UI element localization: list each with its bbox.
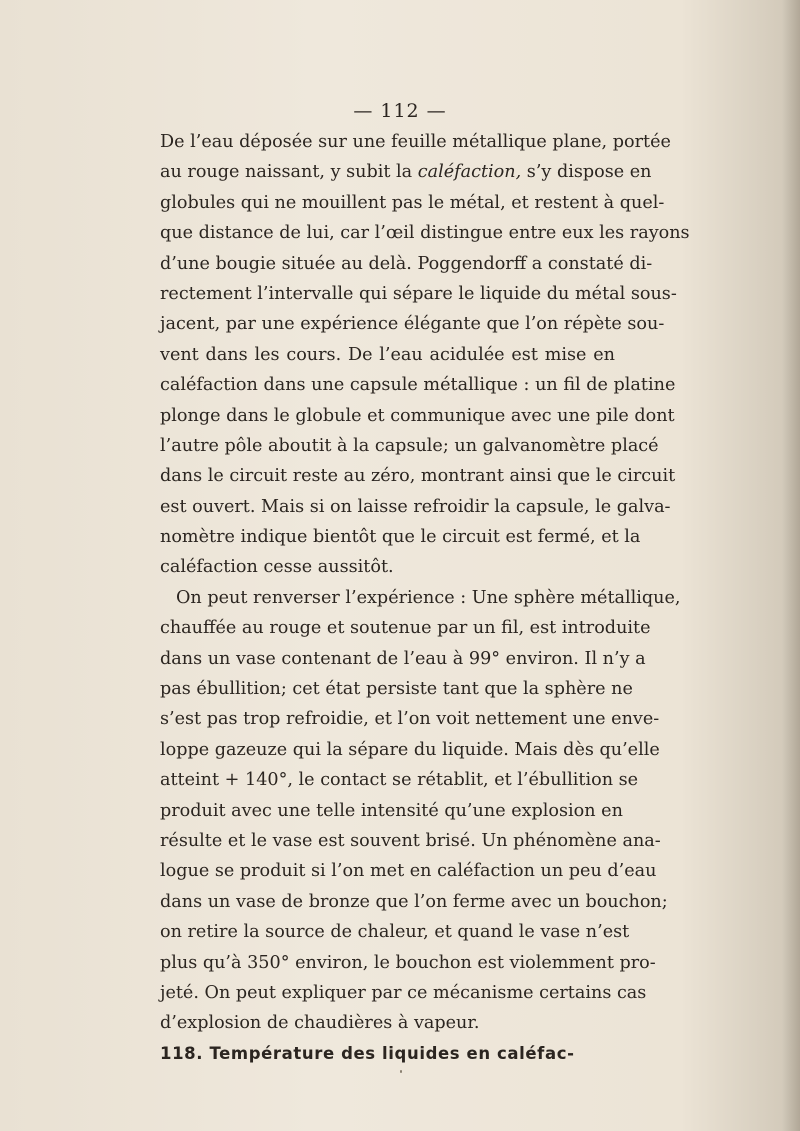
text-line: atteint + 140°, le contact se rétablit, et l’ébullition se: [160, 770, 639, 791]
text-line: dans un vase de bronze que l’on ferme avec un bouchon;: [160, 891, 668, 912]
text-line: que distance de lui, car l’œil distingue entre eux les rayons: [160, 223, 690, 244]
text-line: nomètre indique bientôt que le circuit est fermé, et la: [160, 527, 641, 548]
text-segment: au rouge naissant, y subit la: [160, 162, 413, 183]
text-line: dans un vase contenant de l’eau à 99° environ. Il n’y a: [160, 648, 646, 669]
page-number: — 112 —: [353, 100, 447, 122]
text-line: plonge dans le globule et communique avec une pile dont: [160, 405, 675, 426]
text-line: vent dans les cours. De l’eau acidulée est mise en: [160, 344, 615, 365]
page-edge-shadow: [782, 0, 800, 1131]
text-line: s’est pas trop refroidie, et l’on voit nettement une enve-: [160, 709, 660, 730]
text-line: d’explosion de chaudières à vapeur.: [160, 1013, 480, 1034]
text-line: globules qui ne mouillent pas le métal, et restent à quel-: [160, 192, 665, 213]
text-line: caléfaction dans une capsule métallique : un fil de platine: [160, 375, 676, 396]
text-line: On peut renverser l’expérience : Une sphère métallique,: [176, 587, 681, 608]
body-text: [160, 127, 690, 1069]
text-segment: s’y dispose en: [526, 162, 652, 183]
text-line: logue se produit si l’on met en caléfaction un peu d’eau: [160, 861, 657, 882]
text-line: l’autre pôle aboutit à la capsule; un galvanomètre placé: [160, 435, 659, 456]
text-line: jeté. On peut expliquer par ce mécanisme certains cas: [160, 982, 647, 1003]
text-line: loppe gazeuze qui la sépare du liquide. Mais dès qu’elle: [160, 739, 660, 760]
text-line: caléfaction cesse aussitôt.: [160, 557, 394, 578]
italic-term: caléfaction,: [417, 162, 522, 183]
text-line: on retire la source de chaleur, et quand le vase n’est: [160, 922, 630, 943]
text-line: est ouvert. Mais si on laisse refroidir la capsule, le galva-: [160, 496, 671, 517]
text-line: résulte et le vase est souvent brisé. Un phénomène ana-: [160, 830, 661, 851]
paper-speck: [400, 1070, 402, 1073]
text-line: pas ébullition; cet état persiste tant que la sphère ne: [160, 679, 633, 700]
text-line: produit avec une telle intensité qu’une explosion en: [160, 800, 623, 821]
section-heading: 118. Température des liquides en caléfac-: [160, 1043, 575, 1063]
text-line: chauffée au rouge et soutenue par un fil, est introduite: [160, 618, 651, 639]
text-line: plus qu’à 350° environ, le bouchon est violemment pro-: [160, 952, 656, 973]
text-line: d’une bougie située au delà. Poggendorff a constaté di-: [160, 253, 653, 274]
text-line: dans le circuit reste au zéro, montrant ainsi que le circuit: [160, 466, 676, 487]
text-line: De l’eau déposée sur une feuille métallique plane, portée: [160, 132, 671, 152]
text-line: rectement l’intervalle qui sépare le liquide du métal sous-: [160, 283, 677, 304]
text-line: jacent, par une expérience élégante que l’on répète sou-: [160, 314, 665, 335]
text-line: [160, 157, 652, 187]
